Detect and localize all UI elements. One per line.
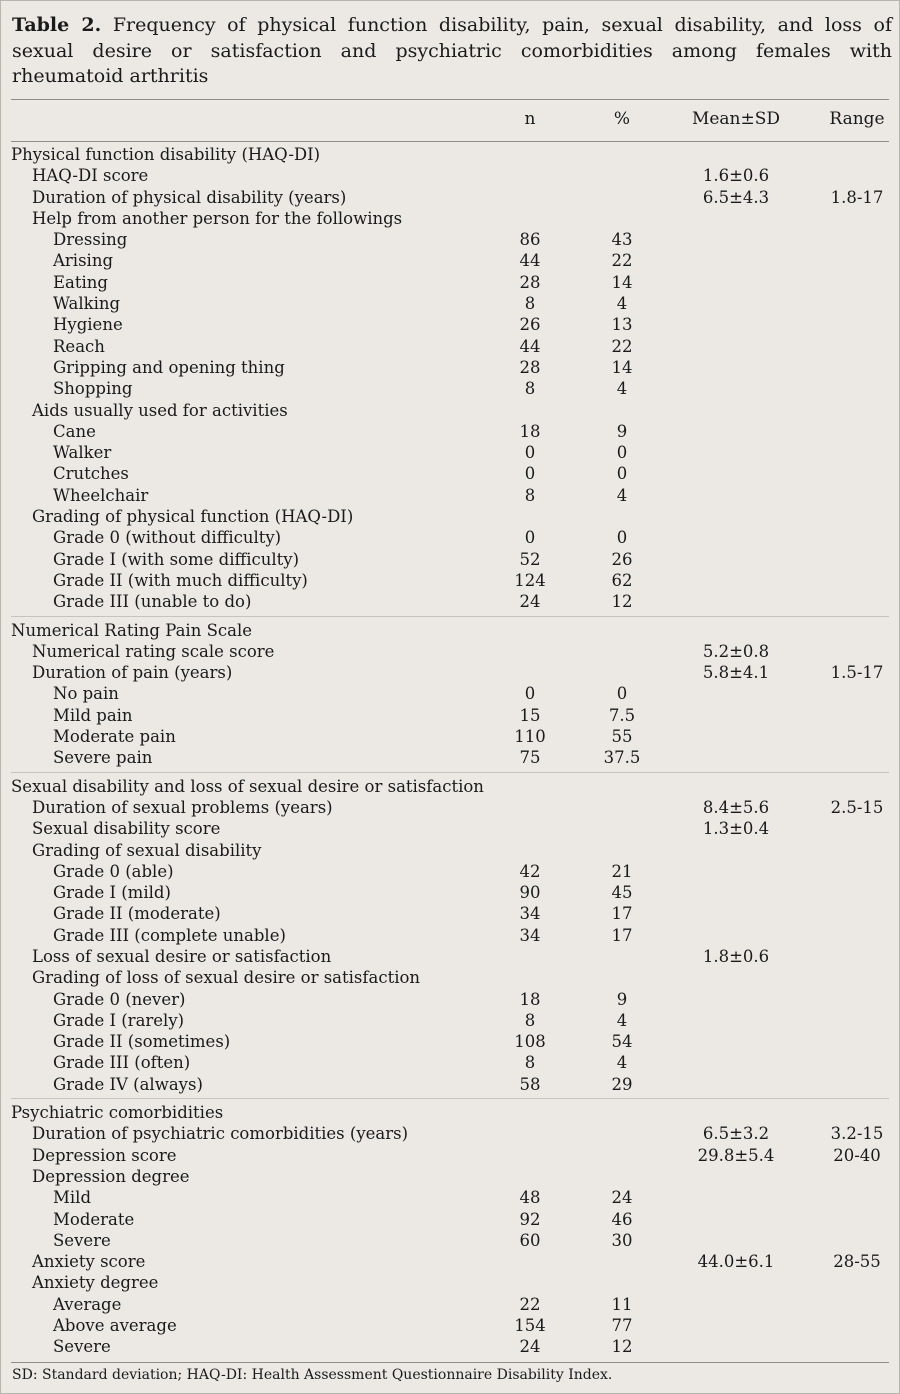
cell-pct: 30 (611, 1230, 633, 1250)
cell-n: 52 (519, 549, 541, 569)
cell-n: 8 (524, 485, 536, 505)
cell-pct: 46 (611, 1209, 633, 1229)
row-label: Grade II (with much difficulty) (53, 570, 308, 590)
table-row (0, 336, 900, 357)
section-separator (11, 772, 889, 773)
row-label: Mild (53, 1188, 92, 1208)
row-label: Moderate (53, 1209, 135, 1229)
cell-pct: 14 (611, 272, 633, 292)
section-title: Physical function disability (HAQ-DI) (11, 145, 321, 164)
cell-pct: 22 (611, 336, 633, 356)
column-header-row (0, 100, 900, 141)
cell-pct: 9 (616, 421, 628, 441)
row-label: Grade IV (always) (53, 1074, 203, 1094)
table-row (0, 641, 900, 662)
row-label: Anxiety degree (32, 1273, 159, 1293)
row-label: Duration of pain (years) (32, 663, 233, 683)
cell-n: 0 (524, 464, 536, 484)
cell-pct: 7.5 (608, 705, 636, 725)
row-label: Loss of sexual desire or satisfaction (32, 946, 332, 966)
cell-pct: 62 (611, 570, 633, 590)
row-label: Severe pain (53, 748, 153, 768)
row-label: Numerical rating scale score (32, 641, 275, 661)
table-row (0, 250, 900, 271)
cell-pct: 17 (611, 925, 633, 945)
row-label: Depression score (32, 1145, 177, 1165)
cell-range: 1.5-17 (830, 663, 884, 683)
cell-n: 0 (524, 684, 536, 704)
cell-n: 8 (524, 1053, 536, 1073)
cell-n: 58 (519, 1074, 541, 1094)
cell-n: 44 (519, 336, 541, 356)
cell-pct: 4 (616, 485, 628, 505)
cell-mean: 8.4±5.6 (702, 797, 770, 817)
cell-mean: 6.5±3.2 (702, 1124, 770, 1144)
table-row (0, 1209, 900, 1230)
cell-n: 0 (524, 443, 536, 463)
row-label: Above average (53, 1316, 177, 1336)
table-row (0, 400, 900, 421)
cell-pct: 55 (611, 727, 633, 747)
section-title: Sexual disability and loss of sexual desire or satisfaction (11, 776, 484, 796)
cell-mean: 1.8±0.6 (702, 946, 770, 966)
cell-pct: 4 (616, 294, 628, 314)
row-label: Dressing (53, 230, 128, 250)
table-row (0, 1272, 900, 1293)
cell-pct: 37.5 (603, 748, 641, 768)
table-row (0, 442, 900, 463)
cell-n: 18 (519, 421, 541, 441)
cell-n: 8 (524, 379, 536, 399)
cell-mean: 5.8±4.1 (702, 663, 770, 683)
header-mean: Mean±SD (691, 109, 781, 129)
row-label: Sexual disability score (32, 819, 221, 839)
table-row (0, 463, 900, 484)
row-label: Grade III (often) (53, 1053, 191, 1073)
cell-n: 34 (519, 904, 541, 924)
cell-n: 108 (514, 1032, 546, 1052)
cell-n: 92 (519, 1209, 541, 1229)
cell-n: 28 (519, 357, 541, 377)
table-row (0, 506, 900, 527)
row-label: Grade I (mild) (53, 883, 171, 903)
cell-pct: 4 (616, 1010, 628, 1030)
cell-n: 22 (519, 1294, 541, 1314)
row-label: Arising (53, 251, 114, 271)
row-label: Wheelchair (53, 485, 149, 505)
row-label: Aids usually used for activities (32, 400, 288, 420)
table-row (0, 485, 900, 506)
table-row (0, 1052, 900, 1073)
row-label: No pain (53, 684, 119, 704)
row-label: Grade II (sometimes) (53, 1032, 231, 1052)
table-row (0, 165, 900, 186)
row-label: Duration of sexual problems (years) (32, 797, 333, 817)
table-row (0, 1031, 900, 1052)
table-row (0, 882, 900, 903)
cell-n: 44 (519, 251, 541, 271)
cell-pct: 4 (616, 379, 628, 399)
cell-pct: 4 (616, 1053, 628, 1073)
cell-pct: 29 (611, 1074, 633, 1094)
table-row (0, 903, 900, 924)
section-separator (11, 616, 889, 617)
bottom-rule (11, 1362, 889, 1363)
row-label: Gripping and opening thing (53, 357, 285, 377)
header-range: Range (829, 109, 885, 129)
row-label: Cane (53, 421, 96, 441)
cell-mean: 1.3±0.4 (702, 819, 770, 839)
row-label: Reach (53, 336, 105, 356)
cell-mean: 1.6±0.6 (702, 166, 770, 186)
cell-n: 24 (519, 592, 541, 612)
cell-n: 0 (524, 528, 536, 548)
cell-range: 3.2-15 (830, 1124, 884, 1144)
table-row (0, 705, 900, 726)
cell-range: 20-40 (833, 1145, 881, 1165)
row-label: Grade I (with some difficulty) (53, 549, 300, 569)
table-row (0, 229, 900, 250)
cell-pct: 13 (611, 315, 633, 335)
table-row (0, 1123, 900, 1144)
cell-pct: 43 (611, 230, 633, 250)
table-row (0, 1251, 900, 1272)
cell-pct: 0 (616, 684, 628, 704)
cell-mean: 6.5±4.3 (702, 187, 770, 207)
cell-pct: 24 (611, 1188, 633, 1208)
row-label: Duration of physical disability (years) (32, 187, 347, 207)
table-row (0, 527, 900, 548)
row-label: Grade I (rarely) (53, 1010, 185, 1030)
row-label: Average (53, 1294, 122, 1314)
table-row (0, 797, 900, 818)
cell-range: 28-55 (833, 1252, 881, 1272)
table-row (0, 1074, 900, 1095)
cell-n: 48 (519, 1188, 541, 1208)
cell-n: 15 (519, 705, 541, 725)
cell-range: 2.5-15 (830, 797, 884, 817)
table-caption (12, 13, 892, 90)
row-label: Depression degree (32, 1166, 190, 1186)
table-row (0, 840, 900, 861)
table-row (0, 946, 900, 967)
cell-n: 110 (514, 727, 546, 747)
row-label: Grading of sexual disability (32, 840, 262, 860)
header-n: n (524, 109, 536, 129)
cell-range: 1.8-17 (830, 187, 884, 207)
table-row (0, 747, 900, 768)
section-title: Numerical Rating Pain Scale (11, 620, 252, 640)
table-footnote: SD: Standard deviation; HAQ-DI: Health Assessment Questionnaire Disability Index. (12, 1367, 613, 1383)
row-label: Grade 0 (never) (53, 989, 186, 1009)
cell-n: 60 (519, 1230, 541, 1250)
table-row (0, 818, 900, 839)
cell-n: 75 (519, 748, 541, 768)
table-row (0, 293, 900, 314)
section-title-row (0, 620, 900, 641)
cell-pct: 45 (611, 883, 633, 903)
header-pct: % (613, 109, 631, 129)
cell-mean: 44.0±6.1 (697, 1252, 775, 1272)
cell-pct: 17 (611, 904, 633, 924)
cell-pct: 12 (611, 592, 633, 612)
cell-pct: 26 (611, 549, 633, 569)
table-row (0, 861, 900, 882)
row-label: Severe (53, 1337, 111, 1357)
table-row (0, 549, 900, 570)
row-label: Grading of physical function (HAQ-DI) (32, 507, 354, 527)
table-row (0, 208, 900, 229)
row-label: Grade III (complete unable) (53, 925, 286, 945)
section-title-row (0, 776, 900, 797)
cell-n: 34 (519, 925, 541, 945)
table-row (0, 1145, 900, 1166)
table-row (0, 925, 900, 946)
table-row (0, 1187, 900, 1208)
table-row (0, 662, 900, 683)
header-rule (11, 141, 889, 142)
table-row (0, 570, 900, 591)
cell-pct: 14 (611, 357, 633, 377)
table-row (0, 591, 900, 612)
table-row (0, 1315, 900, 1336)
row-label: Shopping (53, 379, 133, 399)
cell-n: 24 (519, 1337, 541, 1357)
cell-pct: 22 (611, 251, 633, 271)
cell-n: 28 (519, 272, 541, 292)
row-label: Walking (53, 294, 121, 314)
row-label: Grade 0 (able) (53, 861, 174, 881)
table-row (0, 272, 900, 293)
row-label: Severe (53, 1230, 111, 1250)
row-label: Crutches (53, 464, 129, 484)
row-label: Help from another person for the followings (32, 208, 403, 228)
row-label: Moderate pain (53, 727, 176, 747)
table-row (0, 378, 900, 399)
cell-n: 18 (519, 989, 541, 1009)
row-label: Grade III (unable to do) (53, 592, 252, 612)
table-row (0, 1336, 900, 1357)
section-title: Psychiatric comorbidities (11, 1103, 224, 1123)
section-separator (11, 1098, 889, 1099)
cell-pct: 0 (616, 464, 628, 484)
table-row (0, 1230, 900, 1251)
row-label: Grade 0 (without difficulty) (53, 528, 282, 548)
row-label: Grading of loss of sexual desire or satisfaction (32, 968, 421, 988)
cell-pct: 54 (611, 1032, 633, 1052)
table-row (0, 726, 900, 747)
cell-n: 8 (524, 294, 536, 314)
cell-pct: 21 (611, 861, 633, 881)
table-row (0, 989, 900, 1010)
row-label: Duration of psychiatric comorbidities (years) (32, 1124, 409, 1144)
cell-pct: 0 (616, 528, 628, 548)
table-row (0, 1010, 900, 1031)
cell-n: 8 (524, 1010, 536, 1030)
table-row (0, 1166, 900, 1187)
cell-pct: 9 (616, 989, 628, 1009)
row-label: Hygiene (53, 315, 123, 335)
cell-mean: 5.2±0.8 (702, 641, 770, 661)
table-row (0, 683, 900, 704)
row-label: Walker (53, 443, 112, 463)
cell-n: 26 (519, 315, 541, 335)
row-label: HAQ-DI score (32, 166, 149, 186)
cell-pct: 12 (611, 1337, 633, 1357)
table-row (0, 967, 900, 988)
caption-label: Table 2. (12, 14, 102, 36)
cell-mean: 29.8±5.4 (697, 1145, 775, 1165)
cell-pct: 11 (611, 1294, 633, 1314)
cell-n: 124 (514, 570, 546, 590)
row-label: Eating (53, 272, 108, 292)
cell-n: 86 (519, 230, 541, 250)
table-body (0, 144, 900, 1358)
row-label: Mild pain (53, 705, 133, 725)
section-title-row (0, 144, 900, 165)
table-row (0, 357, 900, 378)
cell-pct: 0 (616, 443, 628, 463)
cell-n: 90 (519, 883, 541, 903)
caption-text: Frequency of physical function disability, pain, sexual disability, and loss of sexual desire or satisfaction and psychiatric comorbidities among females with rheumatoid arthritis (12, 14, 892, 87)
cell-n: 154 (514, 1316, 546, 1336)
table-row (0, 314, 900, 335)
table-row (0, 1294, 900, 1315)
table-row (0, 187, 900, 208)
table-row (0, 421, 900, 442)
cell-n: 42 (519, 861, 541, 881)
row-label: Grade II (moderate) (53, 904, 221, 924)
section-title-row (0, 1102, 900, 1123)
cell-pct: 77 (611, 1316, 633, 1336)
row-label: Anxiety score (32, 1252, 146, 1272)
